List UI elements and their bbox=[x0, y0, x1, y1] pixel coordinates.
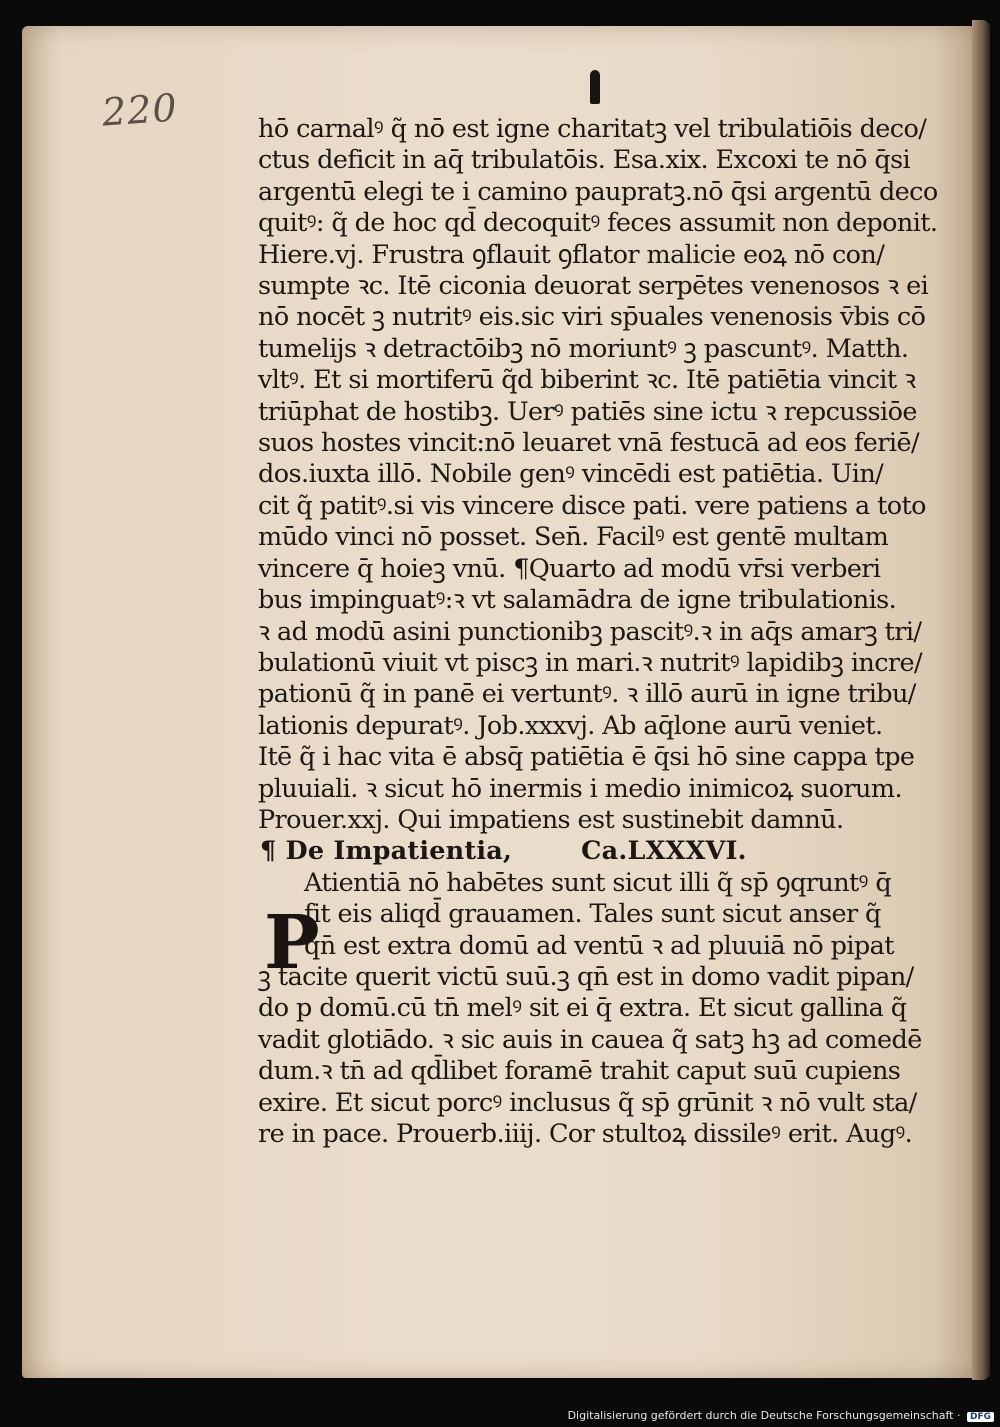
text-line: suos hostes vincit:nō leuaret vnā festucā ad eos feriē/ bbox=[258, 428, 919, 459]
drop-cap: P bbox=[264, 899, 320, 986]
text-line: Atientiā nō habētes sunt sicut illi q̃ sp̄ ꝯqruntꝰ q̄ bbox=[304, 867, 892, 898]
text-line: ꝛ ad modū asini punctionibꝫ pascitꝰ.ꝛ in aq̄s amarꝫ tri/ bbox=[258, 616, 922, 647]
text-line: Prouer.xxj. Qui impatiens est sustinebit damnū. bbox=[258, 804, 844, 835]
text-line: fit eis aliqd̄ grauamen. Tales sunt sicut anser q̃ bbox=[304, 899, 881, 930]
text-line: argentū elegi te i camino paupratꝫ.nō q̄si argentū deco bbox=[258, 176, 938, 207]
text-line: Hiere.vj. Frustra ꝯflauit ꝯflator malicie eoꝝ nō con/ bbox=[258, 239, 885, 270]
ink-mark bbox=[590, 70, 600, 104]
text-line: cit q̃ patitꝰ.si vis vincere disce pati. vere patiens a toto bbox=[258, 490, 926, 521]
text-line: lationis depuratꝰ. Job.xxxvj. Ab aq̄lone aurū veniet. bbox=[258, 710, 883, 741]
text-line: pluuiali. ꝛ sicut hō inermis i medio inimicoꝝ suorum. bbox=[258, 773, 902, 804]
text-line: triūphat de hostibꝫ. Uerꝰ patiēs sine ictu ꝛ repcussiōe bbox=[258, 396, 917, 427]
text-line: dos.iuxta illō. Nobile genꝰ vincēdi est patiētia. Uin/ bbox=[258, 459, 884, 490]
text-line: ꝫ tacite querit victū suū.ꝫ qn̄ est in domo vadit pipan/ bbox=[258, 961, 914, 992]
text-line: vincere q̄ hoieꝫ vnū. ¶Quarto ad modū vr̄si verberi bbox=[258, 553, 881, 584]
credit-text: Digitalisierung gefördert durch die Deutsche Forschungsgemeinschaft · bbox=[567, 1409, 961, 1422]
text-line: do p domū.cū tn̄ melꝰ sit ei q̄ extra. Et sicut gallina q̃ bbox=[258, 993, 907, 1024]
text-line: Itē q̃ i hac vita ē absq̄ patiētia ē q̄si hō sine cappa tpe bbox=[258, 742, 915, 773]
text-line: dum.ꝛ tn̄ ad qd̄libet foramē trahit caput suū cupiens bbox=[258, 1056, 901, 1087]
main-text bbox=[258, 114, 938, 1150]
folio-number: 220 bbox=[100, 85, 179, 135]
text-line: hō carnalꝰ q̃ nō est igne charitatꝫ vel tribulatiōis deco/ bbox=[258, 114, 927, 144]
text-line: pationū q̃ in panē ei vertuntꝰ. ꝛ illō aurū in igne tribu/ bbox=[258, 679, 916, 710]
chapter-number: Ca.LXXXVI. bbox=[581, 836, 747, 867]
text-line: nō nocēt ꝫ nutritꝰ eis.sic viri sp̄uales venenosis v̄bis cō bbox=[258, 302, 926, 333]
text-line: sumpte ꝛc. Itē ciconia deuorat serpētes venenosos ꝛ ei bbox=[258, 271, 929, 302]
dfg-logo: DFG bbox=[967, 1412, 994, 1422]
text-line: exire. Et sicut porcꝰ inclusus q̃ sp̄ grūnit ꝛ nō vult sta/ bbox=[258, 1087, 917, 1118]
digitization-credit bbox=[568, 1409, 994, 1422]
text-line: re in pace. Prouerb.iiij. Cor stultoꝝ dissileꝰ erit. Augꝰ. bbox=[258, 1119, 913, 1149]
text-line: vltꝰ. Et si mortiferū q̃d biberint ꝛc. Itē patiētia vincit ꝛ bbox=[258, 365, 916, 396]
text-line: bus impinguatꝰ:ꝛ vt salamādra de igne tribulationis. bbox=[258, 585, 897, 616]
text-line: bulationū viuit vt piscꝫ in mari.ꝛ nutritꝰ lapidibꝫ incre/ bbox=[258, 647, 922, 678]
paragraph-mark: ¶ bbox=[260, 836, 277, 867]
text-line: mūdo vinci nō posset. Sen̄. Facilꝰ est gentē multam bbox=[258, 522, 889, 553]
text-line: tumelijs ꝛ detractōibꝫ nō moriuntꝰ ꝫ pascuntꝰ. Matth. bbox=[258, 333, 909, 364]
chapter-title: De Impatientia, bbox=[285, 836, 513, 867]
text-line: qn̄ est extra domū ad ventū ꝛ ad pluuiā nō pipat bbox=[304, 930, 894, 961]
text-line: vadit glotiādo. ꝛ sic auis in cauea q̃ satꝫ hꝫ ad comedē bbox=[258, 1024, 922, 1055]
text-line: ctus deficit in aq̄ tribulatōis. Esa.xix. Excoxi te nō q̄si bbox=[258, 145, 911, 176]
page-edge bbox=[972, 20, 990, 1380]
text-line: quitꝰ: q̃ de hoc qd̄ decoquitꝰ feces assumit non deponit. bbox=[258, 208, 938, 239]
chapter-heading bbox=[258, 836, 934, 867]
